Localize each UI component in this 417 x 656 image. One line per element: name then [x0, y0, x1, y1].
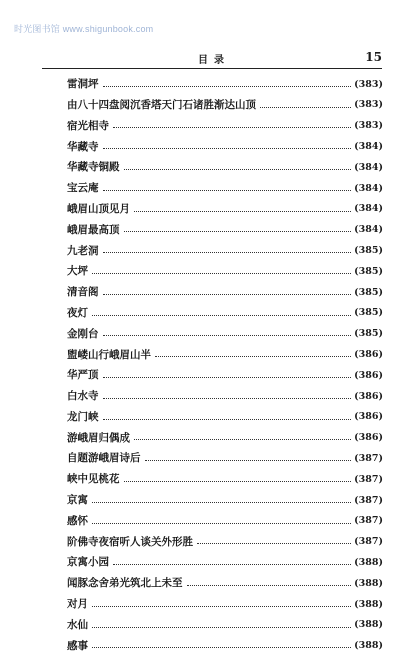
toc-entry[interactable]: [67, 386, 383, 407]
toc-entry[interactable]: [67, 116, 383, 137]
toc-entry-page: (387): [354, 494, 383, 506]
toc-entry-page: (384): [354, 182, 383, 194]
toc-entry[interactable]: [67, 511, 383, 532]
toc-entry[interactable]: [67, 407, 383, 428]
toc-entry-title: 阶佛寺夜宿听人谈关外形胜: [67, 535, 193, 548]
table-of-contents: [67, 74, 383, 656]
leader-dots: [103, 398, 352, 399]
toc-entry[interactable]: [67, 136, 383, 157]
leader-dots: [92, 627, 351, 628]
toc-entry-page: (387): [354, 452, 383, 464]
toc-entry-page: (385): [354, 328, 383, 340]
toc-entry-page: (386): [354, 349, 383, 360]
toc-entry-title: 华藏寺: [67, 140, 99, 153]
leader-dots: [103, 148, 352, 149]
leader-dots: [155, 356, 351, 357]
toc-entry[interactable]: [67, 178, 383, 199]
leader-dots: [92, 606, 351, 607]
toc-entry-page: (384): [354, 224, 383, 236]
toc-entry-title: 华严顶: [67, 369, 99, 382]
leader-dots: [134, 211, 351, 212]
toc-entry[interactable]: [67, 552, 383, 573]
leader-dots: [92, 315, 351, 316]
toc-entry-page: (383): [354, 99, 383, 111]
toc-entry-title: 龙门峡: [67, 410, 99, 423]
leader-dots: [187, 585, 352, 586]
toc-entry[interactable]: [67, 636, 383, 656]
toc-entry-page: (385): [354, 286, 383, 298]
toc-entry-title: 对月: [67, 598, 88, 611]
toc-entry-page: (388): [354, 598, 383, 610]
toc-entry-page: (386): [354, 390, 383, 402]
header-title: 目录: [198, 55, 230, 66]
toc-entry-title: 水仙: [67, 618, 88, 631]
leader-dots: [145, 460, 352, 461]
toc-entry-title: 九老洞: [67, 244, 99, 257]
toc-entry-page: (384): [354, 203, 383, 215]
leader-dots: [92, 273, 351, 274]
toc-entry[interactable]: [67, 490, 383, 511]
toc-entry-page: (387): [354, 536, 383, 548]
toc-entry-title: 华藏寺铜殿: [67, 161, 120, 174]
toc-entry[interactable]: [67, 428, 383, 449]
leader-dots: [134, 439, 351, 440]
toc-entry[interactable]: [67, 261, 383, 282]
toc-entry-page: (386): [354, 369, 383, 381]
toc-entry-title: 峡中见桃花: [67, 473, 120, 486]
toc-entry[interactable]: [67, 594, 383, 615]
toc-entry[interactable]: [67, 365, 383, 386]
leader-dots: [103, 377, 352, 378]
toc-entry-page: (383): [354, 78, 383, 90]
toc-entry[interactable]: [67, 615, 383, 636]
toc-entry-title: 清音阁: [67, 286, 99, 299]
toc-entry-title: 游峨眉归偶成: [67, 431, 130, 444]
toc-entry-page: (384): [354, 141, 383, 153]
toc-entry[interactable]: [67, 573, 383, 594]
toc-entry-title: 金刚台: [67, 327, 99, 340]
toc-entry-title: 由八十四盘阅沉香塔天门石诸胜渐达山顶: [67, 98, 256, 111]
leader-dots: [260, 107, 351, 108]
leader-dots: [103, 294, 352, 295]
toc-entry[interactable]: [67, 282, 383, 303]
leader-dots: [92, 523, 351, 524]
toc-entry-title: 闻豚念舍弟光筑北上未至: [67, 577, 183, 590]
toc-entry-page: (387): [354, 473, 383, 485]
toc-entry[interactable]: [67, 448, 383, 469]
header-page-number: 15: [365, 50, 382, 64]
toc-entry-title: 雷洞坪: [67, 78, 99, 91]
toc-entry-page: (386): [354, 411, 383, 423]
leader-dots: [124, 169, 352, 170]
toc-entry-page: (388): [354, 619, 383, 631]
leader-dots: [103, 86, 352, 87]
toc-entry-page: (388): [354, 577, 383, 589]
leader-dots: [103, 419, 352, 420]
toc-entry-title: 峨眉山顶见月: [67, 202, 130, 215]
toc-entry-title: 京寓: [67, 494, 88, 507]
toc-entry-title: 自题游峨眉诗后: [67, 452, 141, 465]
toc-entry-page: (385): [354, 265, 383, 277]
leader-dots: [113, 127, 351, 128]
toc-entry-page: (387): [354, 515, 383, 527]
toc-entry[interactable]: [67, 199, 383, 220]
toc-entry-title: 宝云庵: [67, 182, 99, 195]
toc-entry[interactable]: [67, 303, 383, 324]
leader-dots: [124, 231, 352, 232]
toc-entry[interactable]: [67, 220, 383, 241]
toc-entry-page: (383): [354, 120, 383, 132]
toc-entry-page: (385): [354, 307, 383, 319]
toc-entry-page: (384): [354, 161, 383, 173]
watermark-text: 时光图书馆 www.shigunbook.com: [14, 24, 154, 34]
toc-entry-title: 峨眉最高顶: [67, 223, 120, 236]
toc-entry[interactable]: [67, 95, 383, 116]
leader-dots: [103, 335, 352, 336]
toc-entry-title: 大坪: [67, 265, 88, 278]
toc-entry[interactable]: [67, 157, 383, 178]
toc-entry-title: 京寓小园: [67, 556, 109, 569]
toc-entry-title: 宿光相寺: [67, 119, 109, 132]
leader-dots: [92, 647, 351, 648]
leader-dots: [103, 252, 352, 253]
toc-entry-page: (388): [354, 556, 383, 568]
toc-entry[interactable]: [67, 469, 383, 490]
toc-entry-page: (386): [354, 432, 383, 444]
toc-entry[interactable]: [67, 532, 383, 553]
leader-dots: [197, 543, 351, 544]
leader-dots: [113, 564, 351, 565]
toc-entry-title: 感怀: [67, 514, 88, 527]
toc-entry-title: 盥嵝山行峨眉山半: [67, 348, 151, 361]
toc-entry[interactable]: [67, 240, 383, 261]
toc-entry-page: (388): [354, 640, 383, 652]
toc-entry[interactable]: [67, 74, 383, 95]
toc-entry-title: 夜灯: [67, 306, 88, 319]
leader-dots: [124, 481, 352, 482]
leader-dots: [103, 190, 352, 191]
toc-entry-title: 感事: [67, 639, 88, 652]
toc-entry[interactable]: [67, 344, 383, 365]
toc-entry[interactable]: [67, 324, 383, 345]
page-header: [42, 50, 382, 69]
toc-entry-title: 白水寺: [67, 390, 99, 403]
toc-entry-page: (385): [354, 245, 383, 257]
leader-dots: [92, 502, 351, 503]
